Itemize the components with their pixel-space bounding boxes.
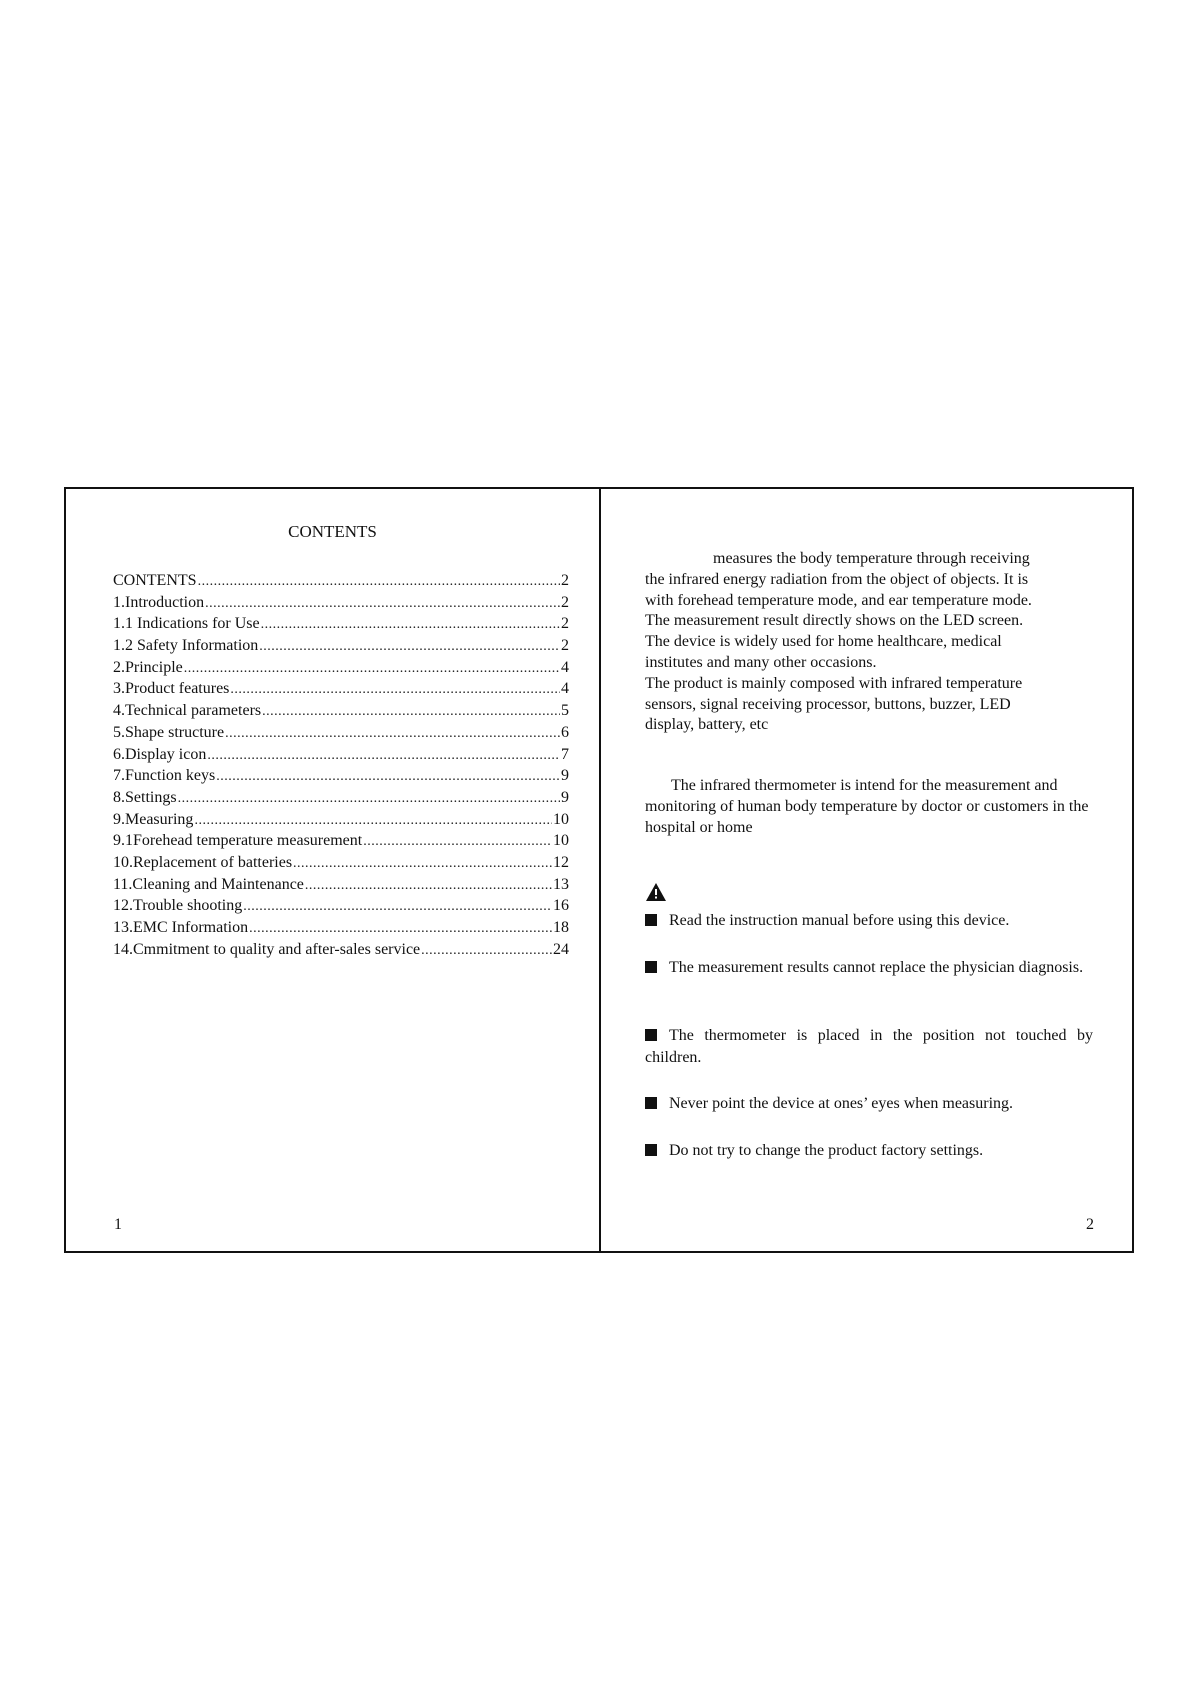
toc-entry xyxy=(113,659,569,681)
toc-entry-page: 9 xyxy=(561,788,569,806)
toc-entry xyxy=(113,702,569,724)
safety-item-text: Read the instruction manual before using this device. xyxy=(669,912,1010,929)
warning-icon xyxy=(645,882,667,902)
bullet-square-icon xyxy=(645,1144,657,1156)
toc-entry-page: 12 xyxy=(553,853,569,871)
dot-leader xyxy=(259,639,560,655)
manual-spread xyxy=(64,487,1134,1253)
text-line: with forehead temperature mode, and ear temperature mode. xyxy=(645,591,1032,609)
toc-entry xyxy=(113,594,569,616)
toc-entry xyxy=(113,572,569,594)
page-number: 2 xyxy=(1086,1216,1094,1233)
toc-entry xyxy=(113,941,569,963)
toc-entry-title: 1.2 Safety Information xyxy=(113,637,259,655)
dot-leader xyxy=(184,661,560,677)
toc-entry-title: 5.Shape structure xyxy=(113,723,225,741)
dot-leader xyxy=(363,834,552,850)
toc-entry xyxy=(113,811,569,833)
dot-leader xyxy=(305,878,552,894)
safety-item-text: The measurement results cannot replace the physician diagnosis. xyxy=(669,959,1084,976)
toc-entry xyxy=(113,832,569,854)
toc-entry-page: 9 xyxy=(561,767,569,785)
indications-text: The infrared thermometer is intend for the measurement and monitoring of human body temperature by doctor or customers in the hospital or home xyxy=(645,777,1089,836)
introduction-text xyxy=(645,549,1093,736)
toc-entry-page: 24 xyxy=(553,940,569,958)
dot-leader xyxy=(262,704,560,720)
text-line: sensors, signal receiving processor, buttons, buzzer, LED xyxy=(645,695,1011,713)
text-line: The device is widely used for home healthcare, medical xyxy=(645,633,1002,651)
safety-item-text: Never point the device at ones’ eyes when measuring. xyxy=(669,1095,1014,1112)
safety-item xyxy=(645,1025,1093,1069)
dot-leader xyxy=(249,921,552,937)
toc-entry-title: 3.Product features xyxy=(113,680,230,698)
dot-leader xyxy=(421,943,552,959)
toc-entry-title: 9.1Forehead temperature measurement xyxy=(113,832,363,850)
dot-leader xyxy=(198,574,560,590)
text-line: The measurement result directly shows on the LED screen. xyxy=(645,612,1024,630)
dot-leader xyxy=(194,813,552,829)
toc-entry-page: 2 xyxy=(561,615,569,633)
toc-entry-title: 6.Display icon xyxy=(113,745,207,763)
dot-leader xyxy=(178,791,560,807)
bullet-square-icon xyxy=(645,1097,657,1109)
toc-entry-page: 18 xyxy=(553,919,569,936)
toc-entry-page: 7 xyxy=(561,745,569,763)
toc-heading: CONTENTS xyxy=(288,522,377,541)
toc-entry xyxy=(113,680,569,702)
toc-entry-title: 8.Settings xyxy=(113,788,177,806)
safety-item xyxy=(645,910,1093,932)
left-page xyxy=(66,489,599,1251)
toc-entry xyxy=(113,746,569,768)
toc-entry-title: 9.Measuring xyxy=(113,810,194,828)
toc-entry-title: 11.Cleaning and Maintenance xyxy=(113,875,304,893)
toc-entry-title: 10.Replacement of batteries xyxy=(113,853,293,871)
bullet-square-icon xyxy=(645,914,657,926)
toc-entry xyxy=(113,897,569,919)
toc-entry-title: 4.Technical parameters xyxy=(113,702,262,720)
toc-entry-page: 2 xyxy=(561,637,569,655)
toc-entry-page: 4 xyxy=(561,680,569,698)
toc-entry-title: 12.Trouble shooting xyxy=(113,897,243,915)
toc-entry-title: 1.Introduction xyxy=(113,593,205,611)
safety-item-text: Do not try to change the product factory settings. xyxy=(669,1142,984,1159)
toc-entry-title: CONTENTS xyxy=(113,572,197,589)
table-of-contents xyxy=(113,572,569,962)
toc-entry xyxy=(113,724,569,746)
bullet-square-icon xyxy=(645,1029,657,1041)
dot-leader xyxy=(293,856,552,872)
toc-entry-page: 5 xyxy=(561,702,569,720)
text-line: The product is mainly composed with infrared temperature xyxy=(645,674,1023,692)
toc-entry xyxy=(113,789,569,811)
toc-entry-page: 2 xyxy=(561,572,569,589)
toc-entry-title: 1.1 Indications for Use xyxy=(113,615,260,633)
dot-leader xyxy=(205,596,560,612)
toc-entry-title: 13.EMC Information xyxy=(113,919,249,936)
page-number: 1 xyxy=(114,1216,122,1233)
toc-entry-page: 2 xyxy=(561,593,569,611)
dot-leader xyxy=(216,769,560,785)
bullet-square-icon xyxy=(645,961,657,973)
toc-entry xyxy=(113,919,569,941)
text-line: display, battery, etc xyxy=(645,716,769,734)
safety-item xyxy=(645,1093,1093,1115)
toc-entry-page: 10 xyxy=(553,832,569,850)
safety-item-text: The thermometer is placed in the position not touched by children. xyxy=(645,1027,1093,1066)
dot-leader xyxy=(243,899,552,915)
toc-entry-title: 7.Function keys xyxy=(113,767,216,785)
dot-leader xyxy=(207,748,560,764)
toc-entry-title: 14.Cmmitment to quality and after-sales service xyxy=(113,940,421,958)
toc-entry-page: 10 xyxy=(553,810,569,828)
dot-leader xyxy=(261,617,560,633)
toc-entry xyxy=(113,615,569,637)
right-page xyxy=(601,489,1134,1251)
text-line: measures the body temperature through receiving xyxy=(713,550,1030,567)
toc-entry-title: 2.Principle xyxy=(113,658,183,676)
safety-item xyxy=(645,1140,1093,1162)
toc-entry xyxy=(113,637,569,659)
text-line: the infrared energy radiation from the object of objects. It is xyxy=(645,570,1029,588)
toc-entry-page: 6 xyxy=(561,723,569,741)
dot-leader xyxy=(230,682,560,698)
dot-leader xyxy=(225,726,560,742)
toc-entry-page: 16 xyxy=(553,897,569,915)
toc-entry-page: 4 xyxy=(561,658,569,676)
safety-item xyxy=(645,957,1093,979)
text-line: institutes and many other occasions. xyxy=(645,653,877,671)
toc-entry xyxy=(113,767,569,789)
toc-entry-page: 13 xyxy=(553,875,569,893)
toc-entry xyxy=(113,876,569,898)
toc-entry xyxy=(113,854,569,876)
